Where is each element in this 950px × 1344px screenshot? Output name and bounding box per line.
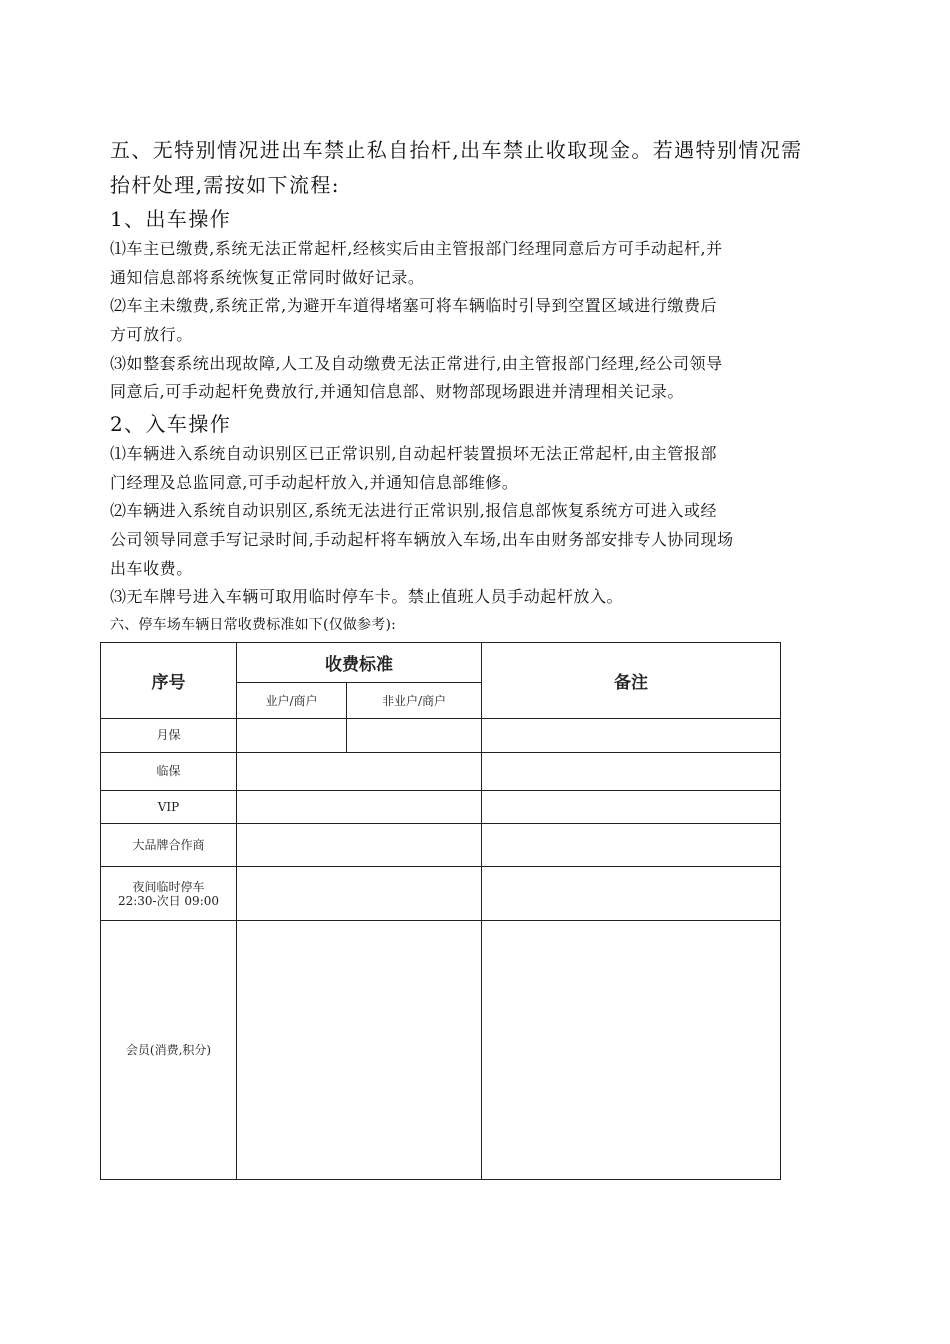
entry-item2-line2: 公司领导同意手写记录时间,手动起杆将车辆放入车场,出车由财务部安排专人协同现场 xyxy=(110,530,734,549)
cell-fee xyxy=(237,824,482,867)
exit-item2-line2: 方可放行。 xyxy=(110,325,193,344)
cell-fee xyxy=(237,791,482,824)
entry-item2-line1: ⑵车辆进入系统自动识别区,系统无法进行正常识别,报信息部恢复系统方可进入或经 xyxy=(110,501,718,520)
entry-item1-line1: ⑴车辆进入系统自动识别区已正常识别,自动起杆装置损坏无法正常起杆,由主管报部 xyxy=(110,444,718,463)
exit-item3-line1: ⑶如整套系统出现故障,人工及自动缴费无法正常进行,由主管报部门经理,经公司领导 xyxy=(110,354,723,373)
row-label-vip: VIP xyxy=(101,791,237,824)
cell-remark xyxy=(482,753,781,791)
entry-item3-line1: ⑶无车牌号进入车辆可取用临时停车卡。禁止值班人员手动起杆放入。 xyxy=(110,587,624,606)
row-label-night-parking xyxy=(101,867,237,921)
header-remark: 备注 xyxy=(482,643,781,719)
header-fee-owner: 业户/商户 xyxy=(237,683,347,719)
entry-item2-line3: 出车收费。 xyxy=(110,559,193,578)
exit-item1-line2: 通知信息部将系统恢复正常同时做好记录。 xyxy=(110,268,425,287)
table-row xyxy=(101,719,781,753)
row-label-member: 会员(消费,积分) xyxy=(101,921,237,1180)
table-row xyxy=(101,791,781,824)
exit-item3-line2: 同意后,可手动起杆免费放行,并通知信息部、财物部现场跟进并清理相关记录。 xyxy=(110,382,684,401)
cell-fee xyxy=(237,867,482,921)
section5-intro-line2: 抬杆处理,需按如下流程: xyxy=(110,173,340,197)
table-row xyxy=(101,921,781,1180)
cell-remark xyxy=(482,719,781,753)
cell-remark xyxy=(482,824,781,867)
exit-operation-heading: 1、出车操作 xyxy=(110,207,232,231)
cell-fee xyxy=(237,753,482,791)
entry-item1-line2: 门经理及总监同意,可手动起杆放入,并通知信息部维修。 xyxy=(110,473,519,492)
header-fee-standard: 收费标准 xyxy=(237,643,482,683)
cell-remark xyxy=(482,791,781,824)
table-row xyxy=(101,753,781,791)
cell-fee-owner xyxy=(237,719,347,753)
cell-remark xyxy=(482,867,781,921)
night-parking-hours: 22:30-次日 09:00 xyxy=(117,893,220,908)
table-header-row xyxy=(101,643,781,683)
section5-intro-line1: 五、无特别情况进出车禁止私自抬杆,出车禁止收取现金。若遇特别情况需 xyxy=(110,138,803,162)
section6-heading: 六、停车场车辆日常收费标准如下(仅做参考): xyxy=(110,617,397,633)
fee-standard-table xyxy=(100,642,781,1180)
header-seq: 序号 xyxy=(101,643,237,719)
row-label-monthly: 月保 xyxy=(101,719,237,753)
row-label-temporary: 临保 xyxy=(101,753,237,791)
night-parking-label: 夜间临时停车 xyxy=(132,879,205,894)
table-row xyxy=(101,867,781,921)
cell-fee-nonowner xyxy=(347,719,482,753)
exit-item1-line1: ⑴车主已缴费,系统无法正常起杆,经核实后由主管报部门经理同意后方可手动起杆,并 xyxy=(110,239,723,258)
cell-remark xyxy=(482,921,781,1180)
entry-operation-heading: 2、入车操作 xyxy=(110,412,232,436)
exit-item2-line1: ⑵车主未缴费,系统正常,为避开车道得堵塞可将车辆临时引导到空置区域进行缴费后 xyxy=(110,296,718,315)
cell-fee xyxy=(237,921,482,1180)
table-row xyxy=(101,824,781,867)
header-fee-nonowner: 非业户/商户 xyxy=(347,683,482,719)
row-label-brand-partner: 大品牌合作商 xyxy=(101,824,237,867)
